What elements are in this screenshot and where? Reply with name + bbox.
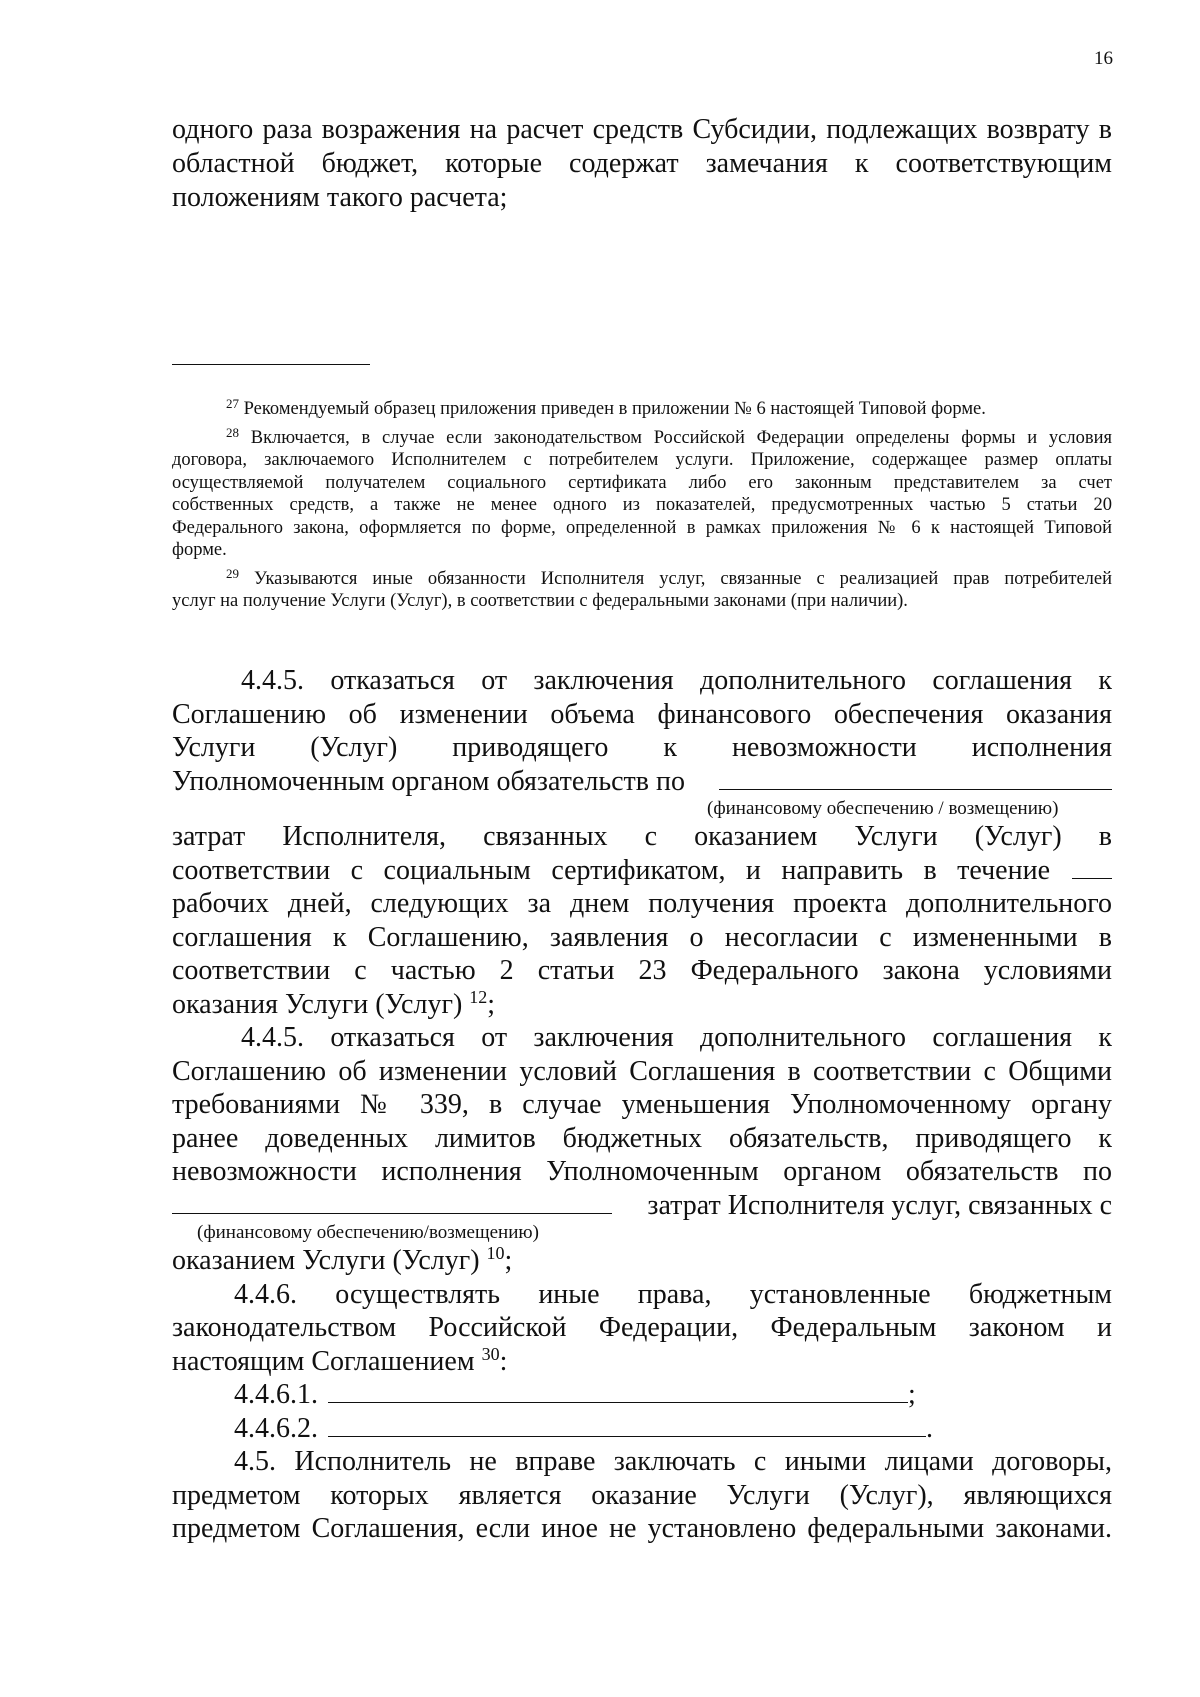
sub-item-4-4-6-1: 4.4.6.1. ; (234, 1379, 916, 1410)
text-line: оказания Услуги (Услуг) $^{12}$; (172, 986, 496, 1020)
footnote-text: Указываются иные обязанности Исполнителя услуг, связанные с реализацией прав потребителей (253, 568, 1113, 589)
footnote-28 (172, 424, 1112, 562)
clause-4-5 (172, 1445, 1112, 1546)
footnote-29 (172, 565, 1113, 613)
text-line: 4.4.5. отказаться от заключения дополнительного соглашения к (241, 665, 1112, 696)
text-line: оказанием Услуги (Услуг) $^{10}$; (172, 1243, 513, 1276)
text-line: соответствии с социальным сертификатом, и направить в течение (172, 854, 1050, 886)
text-line: затрат Исполнителя услуг, связанных с (647, 1189, 1112, 1221)
footnote-text: собственных средств, а также не менее одного из показателей, предусмотренных частью 5 статьи 20 (172, 495, 1112, 515)
text-line: требованиями № 339, в случае уменьшения Уполномоченному органу (172, 1089, 1112, 1120)
text-line: затрат Исполнителя, связанных с оказанием Услуги (Услуг) в (172, 821, 1112, 852)
text-line: невозможности исполнения Уполномоченным органом обязательств по (172, 1156, 1112, 1187)
fill-in-blank[interactable] (328, 1412, 926, 1437)
text-line: областной бюджет, которые содержат замечания к соответствующим (172, 148, 1112, 179)
fill-in-blank[interactable] (719, 765, 1112, 790)
text-line: ранее доведенных лимитов бюджетных обязательств, приводящего к (172, 1122, 1112, 1154)
text-line: соответствии с частью 2 статьи 23 Федерального закона условиями (172, 955, 1112, 986)
text-line: рабочих дней, следующих за днем получения проекта дополнительного (172, 888, 1112, 919)
footnote-ref: 12 (469, 986, 488, 1007)
footnote-number: 28 (226, 424, 239, 440)
text-line: положениям такого расчета; (172, 182, 508, 213)
footnote-text: Рекомендуемый образец приложения приведен в приложении № 6 настоящей Типовой форме. (243, 399, 986, 419)
text-line: соглашения к Соглашению, заявления о несогласии с измененными в (172, 921, 1112, 953)
top-paragraph (172, 113, 1112, 215)
clause-4-4-5-b (172, 1021, 1112, 1278)
blank-caption: (финансовому обеспечению/возмещению) (197, 1222, 539, 1243)
footnote-text: Включается, в случае если законодательством Российской Федерации определены формы и условия (250, 427, 1112, 448)
text-line: одного раза возражения на расчет средств Субсидии, подлежащих возврату в (172, 114, 1112, 145)
text-line: 4.4.5. отказаться от заключения дополнительного соглашения к (241, 1022, 1112, 1053)
fill-in-blank[interactable] (328, 1378, 908, 1403)
blank-caption: (финансовому обеспечению / возмещению) (707, 798, 1059, 819)
item-label: 4.4.6.2. (234, 1412, 318, 1444)
footnotes (172, 398, 1112, 619)
text-line: предметом Соглашения, если иное не установлено федеральными законами. (172, 1513, 1112, 1544)
text-line: Уполномоченным органом обязательств по (172, 765, 685, 797)
footnote-number: 29 (226, 565, 239, 581)
footnote-27 (172, 398, 1112, 421)
fill-in-blank[interactable] (172, 1189, 612, 1214)
main-body (172, 664, 1112, 1546)
footnote-ref: 10 (486, 1243, 505, 1263)
footnote-text: услуг на получение Услуги (Услуг), в соответствии с федеральными законами (при наличии). (172, 591, 908, 611)
sub-item-4-4-6-2: 4.4.6.2. . (234, 1412, 933, 1444)
text-line-with-blank (172, 765, 1112, 799)
text-line: настоящим Соглашением $^{30}$: (172, 1343, 508, 1377)
footnote-number: 27 (226, 396, 239, 411)
text-line: Соглашению об изменении условий Соглашения в соответствии с Общими (172, 1055, 1112, 1087)
footnote-text: договора, заключаемого Исполнителем с потребителем услуги. Приложение, содержащее размер оплаты (172, 450, 1112, 470)
text-line: предметом которых является оказание Услуги (Услуг), являющихся (172, 1479, 1112, 1511)
footnote-separator (172, 364, 370, 365)
footnote-ref: 30 (481, 1343, 500, 1364)
text-line: 4.5. Исполнитель не вправе заключать с иными лицами договоры, (234, 1446, 1112, 1477)
item-label: 4.4.6.1. (234, 1379, 318, 1410)
clause-4-4-6 (172, 1278, 1112, 1446)
page-number: 16 (1094, 48, 1113, 69)
footnote-text: осуществляемой получателем социального сертификата либо его законным представителем за счет (172, 472, 1112, 493)
footnote-text: форме. (172, 540, 227, 560)
text-line: Соглашению об изменении объема финансового обеспечения оказания (172, 698, 1112, 730)
text-line: Услуги (Услуг) приводящего к невозможности исполнения (172, 732, 1112, 763)
fill-in-blank[interactable] (1072, 854, 1112, 879)
text-line-with-blank (172, 854, 1112, 888)
clause-4-4-5-a (172, 664, 1112, 1021)
text-line: законодательством Российской Федерации, Федеральным законом и (172, 1312, 1112, 1343)
footnote-text: Федерального закона, оформляется по форме, определенной в рамках приложения № 6 к настоящей Типовой (172, 517, 1112, 538)
text-line: 4.4.6. осуществлять иные права, установленные бюджетным (234, 1278, 1112, 1310)
text-line-with-blank (172, 1189, 1112, 1223)
